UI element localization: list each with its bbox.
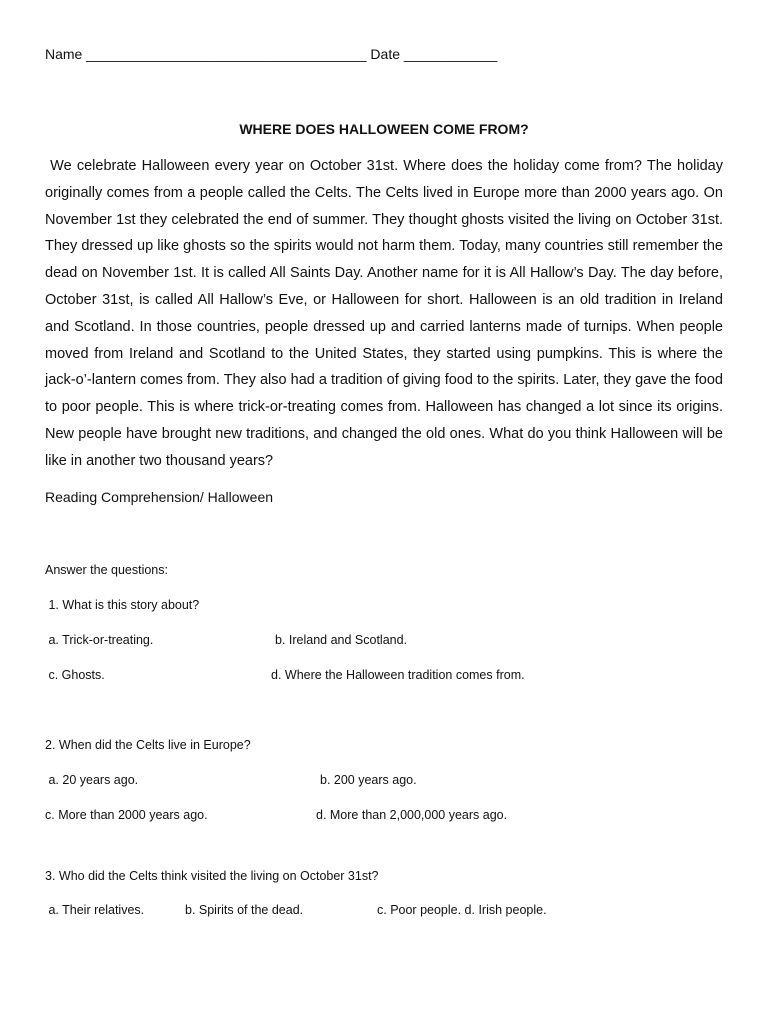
question-3-option-b: b. Spirits of the dead. [185, 903, 304, 917]
passage-text: We celebrate Halloween every year on October 31st. Where does the holiday come from? The holiday originally comes from a people called the Celts. The Celts lived in Europe more than 2000 years ago. On November 1st they celebrated the end of summer. They thought ghosts visited the living on October 31st. They dressed up like ghosts so the spirits would not harm them. Today, many countries still remember the dead on November 1st. It is called All Saints Day. Another name for it is All Hallow’s Day. The day before, October 31st, is called All Hallow’s Eve, or Halloween for short. Halloween is an old tradition in Ireland and Scotland. In those countries, people dressed up and carried lanterns made of turnips. When people moved from Ireland and Scotland to the United States, they started using pumpkins. This is where the jack-o’-lantern comes from. They also had a tradition of giving food to the spirits. Later, they gave the food to poor people. This is where trick-or-treating comes from. Halloween has changed a lot since its origins. New people have brought new traditions, and changed the old ones. What do you think Halloween will be like in another two thousand years? [45, 158, 723, 469]
name-date-line: Name ____________________________________ Date ____________ [45, 46, 498, 62]
instructions: Answer the questions: [45, 563, 168, 577]
question-2-option-c: c. More than 2000 years ago. [45, 808, 208, 822]
section-subtitle: Reading Comprehension/ Halloween [45, 489, 274, 505]
question-3-option-a: a. Their relatives. [45, 903, 145, 917]
question-1: 1. What is this story about? [45, 598, 200, 612]
question-1-option-a: a. Trick-or-treating. [45, 633, 154, 647]
question-3-option-cd: c. Poor people. d. Irish people. [377, 903, 547, 917]
question-2-option-a: a. 20 years ago. [45, 773, 139, 787]
question-2-option-d: d. More than 2,000,000 years ago. [316, 808, 508, 822]
question-2: 2. When did the Celts live in Europe? [45, 738, 251, 752]
question-3: 3. Who did the Celts think visited the living on October 31st? [45, 869, 379, 883]
question-1-option-d: d. Where the Halloween tradition comes from. [271, 668, 525, 682]
question-1-option-b: b. Ireland and Scotland. [275, 633, 408, 647]
question-1-option-c: c. Ghosts. [45, 668, 105, 682]
worksheet-title: WHERE DOES HALLOWEEN COME FROM? [239, 121, 529, 137]
question-2-option-b: b. 200 years ago. [320, 773, 417, 787]
reading-passage [45, 153, 723, 475]
